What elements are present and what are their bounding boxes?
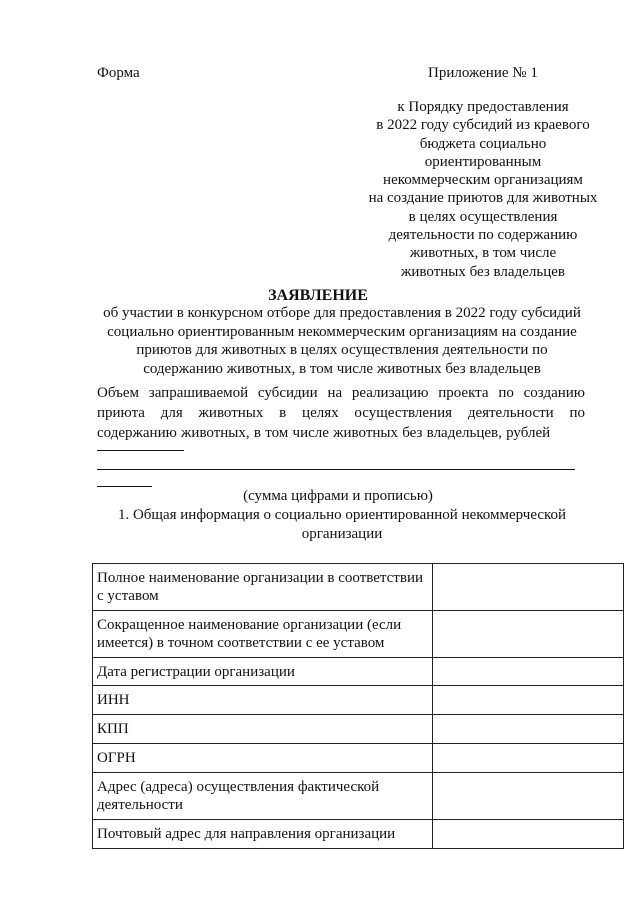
row-value-cell[interactable] <box>433 686 624 715</box>
table-row <box>93 686 624 715</box>
table-row <box>93 715 624 744</box>
appendix-reference <box>358 98 608 281</box>
row-label: Почтовый адрес для направления организации <box>93 820 433 849</box>
sum-hint: (сумма цифрами и прописью) <box>243 488 433 504</box>
row-label: ОГРН <box>93 744 433 773</box>
row-value-cell[interactable] <box>433 658 624 686</box>
appendix-ref-line: животных без владельцев <box>401 263 565 280</box>
appendix-ref-line: на создание приютов для животных <box>368 190 598 207</box>
form-label: Форма <box>97 65 140 81</box>
row-label: КПП <box>93 715 433 744</box>
row-label: Сокращенное наименование организации (если имеется) в точном соответствии с ее уставом <box>93 611 433 658</box>
appendix-ref-line: некоммерческим организациям <box>383 172 583 189</box>
amount-blank-line[interactable] <box>97 469 575 470</box>
subtitle-line: содержанию животных, в том числе животных без владельцев <box>143 360 541 377</box>
table-row <box>93 564 624 611</box>
row-label: ИНН <box>93 686 433 715</box>
table-row <box>93 611 624 658</box>
row-value-cell[interactable] <box>433 773 624 820</box>
row-label: Дата регистрации организации <box>93 658 433 686</box>
subtitle-line: об участии в конкурсном отборе для предоставления в 2022 году субсидий <box>103 305 581 321</box>
row-value-cell[interactable] <box>433 564 624 611</box>
appendix-ref-line: в 2022 году субсидий из краевого <box>376 117 590 134</box>
section-title-line: организации <box>301 525 383 542</box>
amount-blank-line[interactable] <box>97 450 184 451</box>
appendix-ref-line: бюджета социально <box>419 135 547 152</box>
row-value-cell[interactable] <box>433 744 624 773</box>
table-row <box>93 744 624 773</box>
appendix-ref-line: к Порядку предоставления <box>397 99 569 115</box>
appendix-ref-line: деятельности по содержанию <box>388 227 578 244</box>
row-value-cell[interactable] <box>433 820 624 849</box>
appendix-ref-line: ориентированным <box>424 153 542 170</box>
section-title-line: 1. Общая информация о социально ориентированной некоммерческой <box>117 507 567 523</box>
document-subtitle <box>97 304 587 378</box>
appendix-ref-line: в целях осуществления <box>408 208 558 225</box>
subtitle-line: приютов для животных в целях осуществления деятельности по <box>136 342 548 358</box>
appendix-label: Приложение № 1 <box>428 65 538 81</box>
organization-info-table <box>92 563 624 849</box>
subtitle-line: социально ориентированным некоммерческим организациям на создание <box>107 323 577 340</box>
row-value-cell[interactable] <box>433 715 624 744</box>
table-row <box>93 658 624 686</box>
table-row <box>93 773 624 820</box>
document-title: ЗАЯВЛЕНИЕ <box>268 287 368 304</box>
row-label: Адрес (адреса) осуществления фактической деятельности <box>93 773 433 820</box>
section-title <box>97 506 587 543</box>
appendix-ref-line: животных, в том числе <box>409 245 557 262</box>
table-row <box>93 820 624 849</box>
subsidy-amount-paragraph: Объем запрашиваемой субсидии на реализацию проекта по созданию приюта для животных в целях осуществления деятельности по содержанию животных, в том числе животных без владельцев, рублей <box>97 385 585 441</box>
row-label: Полное наименование организации в соответствии с уставом <box>93 564 433 611</box>
row-value-cell[interactable] <box>433 611 624 658</box>
